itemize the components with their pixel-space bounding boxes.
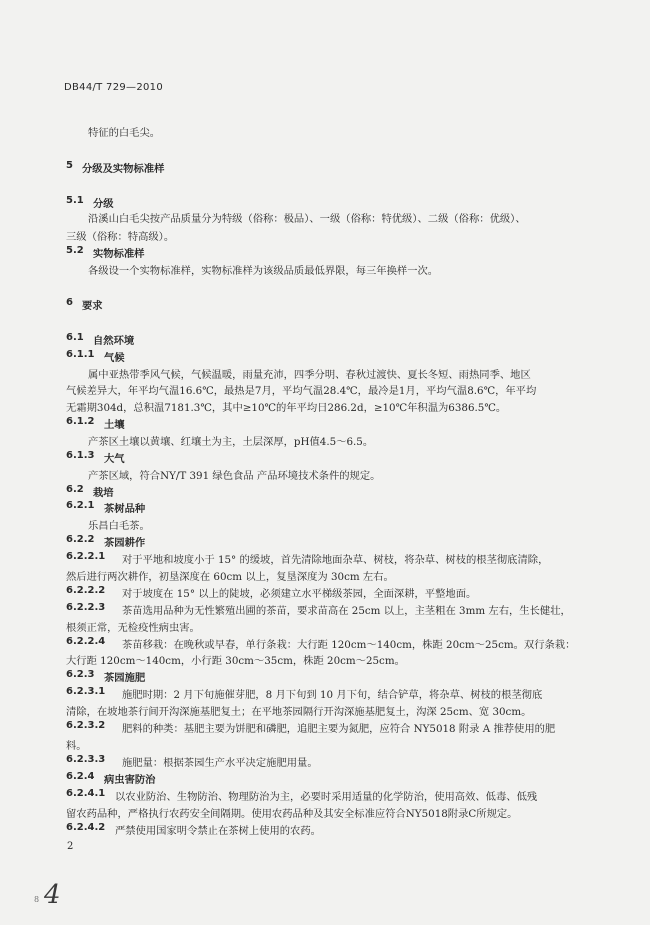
clause-text: 乐昌白毛茶。 xyxy=(88,520,150,532)
page-number: 2 xyxy=(67,841,74,852)
clause-number: 6.2.3.3 xyxy=(66,754,106,765)
clause-text: 以农业防治、生物防治、物理防治为主，必要时采用适量的化学防治，使用高效、低毒、低残 xyxy=(115,791,538,803)
clause-title: 茶树品种 xyxy=(104,503,146,515)
clause-title: 要求 xyxy=(82,300,103,312)
clause-text: 肥料的种类：基肥主要为饼肥和磷肥，追肥主要为氮肥，应符合 NY5018 附录 A 推荐使用的肥 xyxy=(122,723,556,735)
clause-title: 茶园施肥 xyxy=(104,672,146,684)
clause-number: 6.1.2 xyxy=(66,416,95,427)
clause-title: 病虫害防治 xyxy=(104,774,156,786)
clause-text: 料。 xyxy=(66,740,87,752)
clause-text: 然后进行两次耕作，初垦深度在 60cm 以上，复垦深度为 30cm 左右。 xyxy=(66,571,394,583)
clause-text: 产茶区土壤以黄壤、红壤土为主，土层深厚，pH值4.5～6.5。 xyxy=(88,436,374,448)
clause-text: 留农药品种，严格执行农药安全间隔期。使用农药品种及其安全标准应符合NY5018附录C所规定。 xyxy=(66,808,518,820)
clause-title: 茶园耕作 xyxy=(104,537,146,549)
clause-text: 大行距 120cm～140cm，小行距 30cm～35cm，株距 20cm～25cm。 xyxy=(66,655,405,667)
clause-text: 对于平地和坡度小于 15° 的缓坡，首先清除地面杂草、树枝，将杂草、树枝的根茎彻底清除， xyxy=(122,554,549,566)
clause-title: 分级 xyxy=(93,198,114,210)
clause-text: 施肥时期：2 月下旬施催芽肥，8 月下旬到 10 月下旬，结合铲草，将杂草、树枝的根茎彻底 xyxy=(122,689,543,701)
clause-text: 对于坡度在 15° 以上的陡坡，必须建立水平梯级茶园，全面深耕，平整地面。 xyxy=(122,588,477,600)
clause-number: 6.2.2.3 xyxy=(66,602,106,613)
clause-title: 实物标准样 xyxy=(93,248,145,260)
clause-number: 6.2.2 xyxy=(66,534,95,545)
clause-text: 根须正常，无检疫性病虫害。 xyxy=(66,622,200,634)
clause-number: 6 xyxy=(66,297,73,308)
clause-text: 严禁使用国家明令禁止在茶树上使用的农药。 xyxy=(115,825,321,837)
clause-text: 施肥量：根据茶园生产水平决定施肥用量。 xyxy=(122,757,318,769)
clause-number: 5.2 xyxy=(66,245,84,256)
clause-number: 6.2.4 xyxy=(66,771,95,782)
clause-number: 5.1 xyxy=(66,195,84,206)
clause-text: 无霜期304d，总积温7181.3℃，其中≥10℃的年平均日286.2d，≥10℃年积温为6386.5℃。 xyxy=(66,402,507,414)
clause-number: 6.1.3 xyxy=(66,450,95,461)
clause-number: 6.2.3 xyxy=(66,669,95,680)
clause-number: 6.1 xyxy=(66,332,84,343)
clause-number: 6.1.1 xyxy=(66,349,95,360)
scan-speck: 8 xyxy=(34,895,40,904)
clause-number: 6.2.2.1 xyxy=(66,551,106,562)
clause-text: 三级（俗称：特高级）。 xyxy=(66,231,175,243)
clause-text: 各级设一个实物标准样，实物标准样为该级品质最低界限，每三年换样一次。 xyxy=(88,265,439,277)
clause-number: 6.2.3.2 xyxy=(66,720,106,731)
clause-number: 6.2.2.2 xyxy=(66,585,106,596)
clause-title: 自然环境 xyxy=(93,335,135,347)
clause-title: 栽培 xyxy=(93,487,114,499)
clause-number: 5 xyxy=(66,160,73,171)
clause-title: 气候 xyxy=(104,352,125,364)
clause-number: 6.2.2.4 xyxy=(66,636,106,647)
clause-number: 6.2.1 xyxy=(66,500,95,511)
handwritten-mark: 4 xyxy=(44,880,61,910)
clause-text: 属中亚热带季风气候，气候温暖，雨量充沛，四季分明、春秋过渡快、夏长冬短、雨热同季、地区 xyxy=(88,369,531,381)
clause-text: 清除，在坡地茶行间开沟深施基肥复土；在平地茶园隔行开沟深施基肥复土，沟深 25cm、宽 30cm。 xyxy=(66,706,532,718)
clause-text: 茶苗选用品种为无性繁殖出圃的茶苗，要求苗高在 25cm 以上，主茎粗在 3mm 左右，生长健壮， xyxy=(122,605,571,617)
clause-text: 特征的白毛尖。 xyxy=(88,127,161,139)
clause-number: 6.2.3.1 xyxy=(66,686,106,697)
clause-number: 6.2 xyxy=(66,484,84,495)
standard-code-header: DB44/T 729—2010 xyxy=(64,82,163,93)
clause-title: 土壤 xyxy=(104,419,125,431)
clause-text: 沿溪山白毛尖按产品质量分为特级（俗称：极品）、一级（俗称：特优级）、二级（俗称：优级）、 xyxy=(88,213,526,225)
clause-text: 茶苗移栽：在晚秋或早春，单行条栽：大行距 120cm～140cm，株距 20cm～25cm。双行条栽： xyxy=(122,639,576,651)
clause-title: 分级及实物标准样 xyxy=(82,163,165,175)
clause-text: 气候差异大，年平均气温16.6℃，最热是7月，平均气温28.4℃，最冷是1月，平均气温8.6℃，年平均 xyxy=(66,385,537,397)
clause-number: 6.2.4.1 xyxy=(66,788,106,799)
clause-number: 6.2.4.2 xyxy=(66,822,106,833)
clause-title: 大气 xyxy=(104,453,125,465)
clause-text: 产茶区域，符合NY/T 391 绿色食品 产品环境技术条件的规定。 xyxy=(88,470,381,482)
